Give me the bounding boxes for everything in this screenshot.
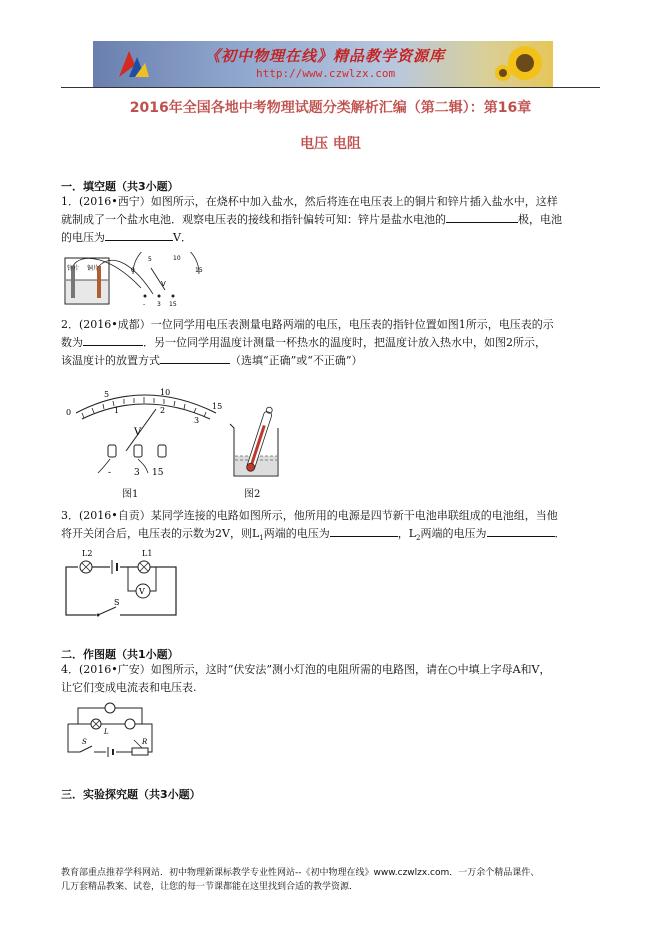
v-tick-1: 1 [114, 406, 120, 415]
v-tick-10: 10 [160, 388, 171, 397]
q2-line1: 2．(2016•成都）一位同学用电压表测量电路两端的电压，电压表的指针位置如图1所示，电压表的示 [61, 318, 554, 331]
q2-line3 [61, 352, 363, 370]
meter-tick-10: 10 [173, 255, 181, 262]
lamp-l1-label: L1 [142, 549, 153, 558]
section-heading-drawing: 二．作图题（共1小题） [61, 648, 179, 661]
q3-blank-l1[interactable] [330, 525, 398, 537]
sunflower-image [495, 43, 547, 87]
v-tick-15: 15 [212, 402, 223, 411]
v-terminal-15: 15 [152, 468, 164, 478]
v-tick-5: 5 [104, 390, 110, 399]
v-tick-0: 0 [66, 408, 72, 417]
q1-text-d: V． [173, 231, 192, 244]
q4-circuit-figure [62, 700, 162, 758]
switch-s-label: S [82, 738, 87, 746]
q3-circuit-figure [62, 547, 182, 619]
q2-line2 [61, 334, 546, 352]
lamp-l-label: L [104, 728, 109, 736]
v-tick-3: 3 [194, 416, 200, 425]
q2-blank-reading[interactable] [83, 334, 143, 346]
q2-text-b: ．另一位同学用温度计测量一杯热水的温度时，把温度计放入热水中，如图2所示， [143, 336, 546, 349]
voltmeter-label: V [139, 587, 145, 596]
meter-scale [133, 252, 199, 274]
terminal-3: 3 [157, 301, 161, 308]
banner-title: 《初中物理在线》精品教学资源库 [205, 47, 446, 65]
document-title: 2016年全国各地中考物理试题分类解析汇编（第二辑）：第16章 [129, 100, 532, 116]
q1-line1: 1．(2016•西宁）如图所示，在烧杯中加入盐水，然后将连在电压表上的铜片和锌片插入盐水中，这样 [61, 195, 558, 208]
q3-sub-2: 2 [416, 534, 421, 543]
footer-line1: 教育部重点推荐学科网站．初中物理新课标教学专业性网站--《初中物理在线》www.czwlzx.com．一万余个精品课件、 [61, 868, 540, 878]
meter-tick-15: 15 [195, 267, 203, 274]
q3-text-b: 两端的电压为 [263, 527, 330, 540]
q2-text-d: （选填“正确”或“不正确”） [230, 354, 363, 367]
q1-text-a: 就制成了一个盐水电池．观察电压表的接线和指针偏转可知：锌片是盐水电池的 [61, 213, 446, 226]
meter-tick-0: 0 [131, 267, 135, 274]
site-logo [115, 47, 151, 81]
section-heading-fill-in: 一．填空题（共3小题） [61, 180, 179, 193]
q1-line3 [61, 229, 192, 247]
terminal-neg: - [143, 301, 146, 308]
q2-text-a: 数为 [61, 336, 83, 349]
banner-url[interactable]: http://www.czwlzx.com [256, 67, 396, 80]
q1-line2 [61, 211, 562, 229]
q3-blank-l2[interactable] [487, 525, 555, 537]
q3-line2 [61, 525, 566, 547]
q2-figure2-thermometer [228, 404, 284, 480]
q3-text-e: ． [554, 527, 566, 540]
q3-line1: 3．(2016•自贡）某同学连接的电路如图所示，他所用的电源是四节新干电池串联组成的电池组，当他 [61, 509, 558, 522]
q2-blank-placement[interactable] [160, 352, 230, 364]
header-banner [93, 41, 553, 87]
chapter-title: 电压 电阻 [300, 136, 361, 152]
section-heading-experiment: 三．实验探究题（共3小题） [61, 788, 201, 801]
q4-line1: 4．(2016•广安）如图所示，这时“伏安法”测小灯泡的电阻所需的电路图，请在○中填上字母A和V， [61, 663, 551, 676]
q3-text-c: ，L [397, 527, 417, 540]
footer-line2: 几万套精品教案、试卷，让您的每一节课都能在这里找到合适的教学资源． [61, 882, 359, 892]
q1-blank-voltage[interactable] [105, 229, 173, 241]
q2-figure1-caption: 图1 [122, 489, 139, 500]
v-tick-2: 2 [160, 406, 166, 415]
terminal-15: 15 [169, 301, 177, 308]
lamp-l2-label: L2 [82, 549, 93, 558]
meter-v-label: V [161, 280, 166, 288]
meter-tick-5: 5 [148, 256, 152, 263]
q1-blank-pole[interactable] [446, 211, 518, 223]
q3-sub-1: 1 [259, 534, 264, 543]
copper-label: 铜片 [87, 265, 100, 272]
q4-line2: 让它们变成电流表和电压表. [61, 681, 197, 694]
q2-figure2-caption: 图2 [244, 489, 261, 500]
switch-label: S [114, 598, 120, 607]
q1-text-b: 极，电池 [518, 213, 562, 226]
q3-text-a: 将开关闭合后，电压表的示数为2V，则L [61, 527, 260, 540]
meter-circle-top[interactable] [105, 703, 115, 713]
q1-text-c: 的电压为 [61, 231, 105, 244]
header-rule [61, 87, 600, 88]
q2-text-c: 该温度计的放置方式 [61, 354, 160, 367]
v-terminal-3: 3 [134, 468, 140, 478]
q1-figure [61, 252, 211, 308]
v-meter-label: V [134, 427, 142, 438]
rheostat-r-label: R [142, 738, 148, 746]
q3-text-d: 两端的电压为 [420, 527, 487, 540]
v-terminal-neg: - [108, 468, 112, 478]
q2-figure1-voltmeter [64, 383, 224, 481]
meter-circle-right[interactable] [125, 719, 135, 729]
zinc-label: 锌片 [67, 265, 80, 272]
